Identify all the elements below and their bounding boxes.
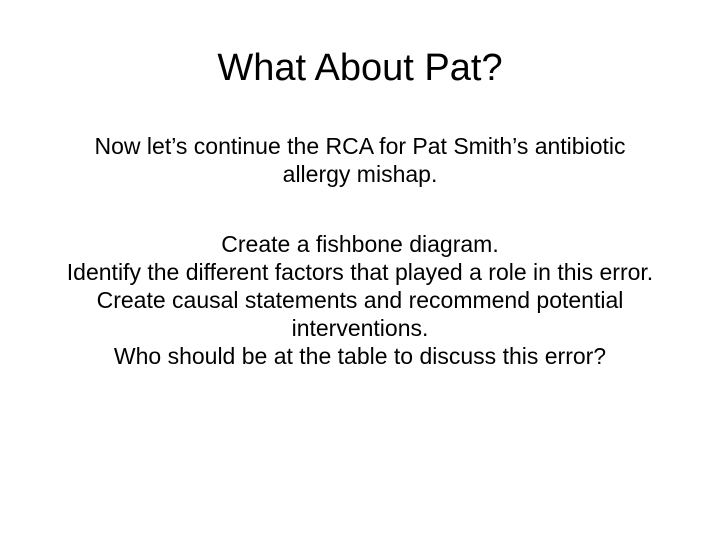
instruction-factors: Identify the different factors that played a role in this error. <box>66 259 654 285</box>
slide-title: What About Pat? <box>217 47 503 89</box>
instruction-fishbone: Create a fishbone diagram. <box>221 231 499 257</box>
instruction-who-at-table: Who should be at the table to discuss this error? <box>113 343 607 369</box>
intro-paragraph: Now let’s continue the RCA for Pat Smith’s antibiotic allergy mishap. <box>94 133 626 187</box>
instruction-causal-statements: Create causal statements and recommend potential interventions. <box>96 287 624 341</box>
instructions-list <box>30 230 690 370</box>
slide-body <box>30 132 690 370</box>
